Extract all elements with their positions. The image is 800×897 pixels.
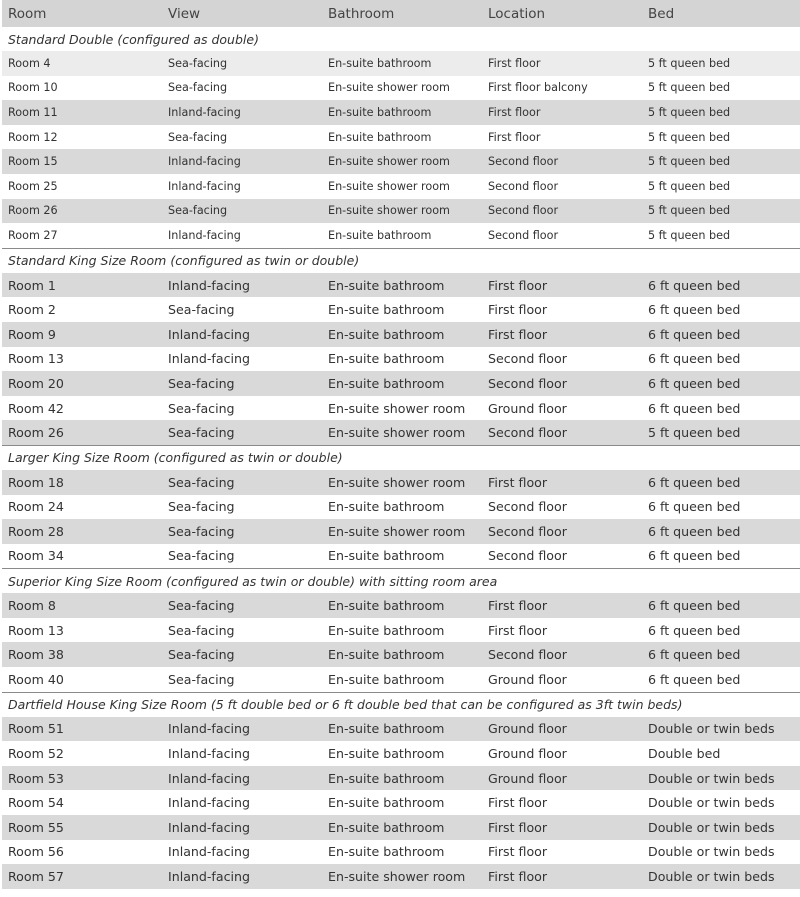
view-cell: Sea-facing (162, 371, 322, 396)
table-row (2, 273, 800, 298)
room-cell: Room 53 (2, 766, 162, 791)
room-cell: Room 12 (8, 130, 58, 144)
bed-cell: 5 ft queen bed (642, 51, 800, 76)
location-cell: Ground floor (482, 766, 642, 791)
room-cell: Room 57 (2, 864, 162, 889)
location-cell: Ground floor (482, 717, 642, 742)
location-cell: First floor (482, 51, 642, 76)
bathroom-cell: En-suite bathroom (322, 717, 482, 742)
bathroom-cell: En-suite bathroom (328, 795, 445, 811)
room-group (2, 27, 800, 248)
bed-cell: 5 ft queen bed (648, 228, 731, 242)
bathroom-cell: En-suite shower room (322, 519, 482, 544)
location-cell: First floor (482, 322, 642, 347)
room-cell: Room 15 (2, 149, 162, 174)
table-row (2, 667, 800, 692)
bathroom-cell: En-suite shower room (328, 81, 450, 95)
bed-cell: 6 ft queen bed (642, 470, 800, 495)
bed-cell: 6 ft queen bed (642, 519, 800, 544)
location-cell: Second floor (482, 642, 642, 667)
bathroom-cell: En-suite bathroom (322, 371, 482, 396)
bathroom-cell: En-suite shower room (322, 199, 482, 224)
table-row (2, 593, 800, 618)
room-group (2, 248, 800, 445)
bed-cell: 6 ft queen bed (648, 351, 741, 367)
view-cell: Sea-facing (168, 302, 235, 318)
view-cell: Inland-facing (162, 322, 322, 347)
bed-cell: 6 ft queen bed (648, 622, 741, 638)
room-group (2, 569, 800, 692)
view-cell: Inland-facing (162, 864, 322, 889)
location-cell: First floor (482, 815, 642, 840)
location-cell: First floor (488, 795, 548, 811)
room-cell: Room 34 (8, 548, 64, 564)
header-row (2, 0, 800, 27)
table-row (2, 717, 800, 742)
table-row (2, 223, 800, 248)
room-cell: Room 1 (2, 273, 162, 298)
bed-cell: 5 ft queen bed (642, 420, 800, 445)
group-title-row (2, 692, 800, 717)
bathroom-cell: En-suite shower room (322, 470, 482, 495)
table-row (2, 347, 800, 372)
view-cell: Sea-facing (162, 470, 322, 495)
bathroom-cell: En-suite bathroom (322, 766, 482, 791)
bathroom-cell: En-suite bathroom (328, 622, 445, 638)
bathroom-cell: En-suite bathroom (322, 100, 482, 125)
location-cell: Second floor (488, 179, 559, 193)
bathroom-cell: En-suite bathroom (328, 671, 445, 687)
location-cell: Second floor (488, 548, 567, 564)
room-cell: Room 8 (2, 593, 162, 618)
group-title: Dartfield House King Size Room (5 ft double bed or 6 ft double bed that can be configured as 3ft twin beds) (2, 692, 800, 717)
room-cell: Room 26 (2, 199, 162, 224)
table-row (2, 790, 800, 815)
location-cell: Second floor (482, 420, 642, 445)
room-cell: Room 25 (8, 179, 58, 193)
bathroom-cell: En-suite shower room (322, 149, 482, 174)
view-cell: Sea-facing (162, 593, 322, 618)
bathroom-cell: En-suite bathroom (328, 302, 445, 318)
room-cell: Room 40 (8, 671, 64, 687)
table-row (2, 371, 800, 396)
column-header-room: Room (2, 0, 162, 27)
table-row (2, 174, 800, 199)
bathroom-cell: En-suite bathroom (328, 499, 445, 515)
table-row (2, 470, 800, 495)
bed-cell: Double or twin beds (642, 717, 800, 742)
bed-cell: 6 ft queen bed (642, 371, 800, 396)
bed-cell: Double or twin beds (642, 766, 800, 791)
group-title-row (2, 445, 800, 470)
bathroom-cell: En-suite bathroom (322, 642, 482, 667)
bed-cell: 6 ft queen bed (642, 322, 800, 347)
location-cell: Second floor (488, 499, 567, 515)
table-row (2, 76, 800, 101)
table-row (2, 149, 800, 174)
room-cell: Room 52 (8, 746, 64, 762)
view-cell: Sea-facing (162, 51, 322, 76)
table-row (2, 544, 800, 569)
room-cell: Room 20 (2, 371, 162, 396)
bed-cell: 5 ft queen bed (648, 179, 731, 193)
room-table (2, 0, 800, 889)
room-cell: Room 24 (8, 499, 64, 515)
location-cell: Second floor (488, 228, 559, 242)
bathroom-cell: En-suite shower room (322, 420, 482, 445)
room-cell: Room 56 (8, 844, 64, 860)
bathroom-cell: En-suite bathroom (322, 273, 482, 298)
bathroom-cell: En-suite bathroom (328, 548, 445, 564)
view-cell: Inland-facing (162, 149, 322, 174)
room-cell: Room 4 (2, 51, 162, 76)
room-group (2, 445, 800, 568)
view-cell: Sea-facing (162, 519, 322, 544)
view-cell: Inland-facing (168, 228, 241, 242)
column-header-bed: Bed (642, 0, 800, 27)
room-cell: Room 27 (8, 228, 58, 242)
bathroom-cell: En-suite bathroom (328, 844, 445, 860)
location-cell: First floor (488, 844, 548, 860)
view-cell: Sea-facing (168, 622, 235, 638)
location-cell: First floor (488, 130, 541, 144)
room-cell: Room 13 (8, 351, 64, 367)
bed-cell: 5 ft queen bed (648, 81, 731, 95)
location-cell: Second floor (482, 519, 642, 544)
location-cell: First floor (488, 302, 548, 318)
bathroom-cell: En-suite bathroom (322, 51, 482, 76)
location-cell: Second floor (482, 371, 642, 396)
bed-cell: 6 ft queen bed (648, 671, 741, 687)
bed-cell: 5 ft queen bed (642, 199, 800, 224)
bed-cell: 6 ft queen bed (648, 400, 741, 416)
location-cell: First floor (482, 470, 642, 495)
group-title: Larger King Size Room (configured as twin or double) (2, 445, 800, 470)
bathroom-cell: En-suite shower room (328, 179, 450, 193)
table-row (2, 642, 800, 667)
view-cell: Inland-facing (168, 351, 250, 367)
bed-cell: Double or twin beds (648, 844, 775, 860)
bathroom-cell: En-suite bathroom (328, 130, 432, 144)
room-cell: Room 11 (2, 100, 162, 125)
table-header (2, 0, 800, 27)
view-cell: Sea-facing (168, 130, 228, 144)
room-cell: Room 26 (2, 420, 162, 445)
view-cell: Sea-facing (168, 400, 235, 416)
bathroom-cell: En-suite bathroom (322, 593, 482, 618)
table-row (2, 766, 800, 791)
bed-cell: Double bed (648, 746, 721, 762)
table-row (2, 199, 800, 224)
location-cell: First floor (482, 864, 642, 889)
room-group (2, 692, 800, 889)
room-cell: Room 28 (2, 519, 162, 544)
table-row (2, 396, 800, 421)
location-cell: Second floor (488, 351, 567, 367)
view-cell: Sea-facing (168, 81, 228, 95)
bed-cell: 5 ft queen bed (642, 149, 800, 174)
group-title: Standard Double (configured as double) (2, 27, 800, 51)
room-cell: Room 9 (2, 322, 162, 347)
group-title-row (2, 569, 800, 594)
bed-cell: 6 ft queen bed (648, 499, 741, 515)
table-row (2, 864, 800, 889)
view-cell: Inland-facing (168, 844, 250, 860)
table-row (2, 618, 800, 643)
bathroom-cell: En-suite shower room (328, 400, 466, 416)
bathroom-cell: En-suite bathroom (328, 746, 445, 762)
view-cell: Inland-facing (162, 766, 322, 791)
view-cell: Inland-facing (162, 717, 322, 742)
room-cell: Room 42 (8, 400, 64, 416)
room-cell: Room 51 (2, 717, 162, 742)
bathroom-cell: En-suite bathroom (322, 815, 482, 840)
room-cell: Room 13 (8, 622, 64, 638)
view-cell: Sea-facing (168, 671, 235, 687)
room-cell: Room 38 (2, 642, 162, 667)
table-row (2, 297, 800, 322)
view-cell: Inland-facing (162, 273, 322, 298)
bed-cell: 6 ft queen bed (648, 302, 741, 318)
bed-cell: Double or twin beds (648, 795, 775, 811)
view-cell: Sea-facing (168, 548, 235, 564)
view-cell: Inland-facing (168, 746, 250, 762)
group-title: Superior King Size Room (configured as twin or double) with sitting room area (2, 569, 800, 594)
table-row (2, 840, 800, 865)
location-cell: First floor (482, 100, 642, 125)
bed-cell: 6 ft queen bed (648, 548, 741, 564)
room-cell: Room 10 (8, 81, 58, 95)
view-cell: Inland-facing (168, 179, 241, 193)
location-cell: First floor (482, 273, 642, 298)
view-cell: Sea-facing (162, 642, 322, 667)
bed-cell: Double or twin beds (642, 815, 800, 840)
bed-cell: Double or twin beds (642, 864, 800, 889)
bathroom-cell: En-suite shower room (322, 864, 482, 889)
bed-cell: 5 ft queen bed (648, 130, 731, 144)
table-row (2, 125, 800, 150)
location-cell: First floor (482, 593, 642, 618)
bed-cell: 6 ft queen bed (642, 642, 800, 667)
column-header-location: Location (482, 0, 642, 27)
bed-cell: 6 ft queen bed (642, 273, 800, 298)
group-title-row (2, 27, 800, 51)
view-cell: Inland-facing (162, 815, 322, 840)
table-row (2, 322, 800, 347)
table-row (2, 741, 800, 766)
view-cell: Sea-facing (168, 499, 235, 515)
bathroom-cell: En-suite bathroom (322, 322, 482, 347)
bed-cell: 6 ft queen bed (642, 593, 800, 618)
view-cell: Inland-facing (162, 100, 322, 125)
room-cell: Room 2 (8, 302, 56, 318)
group-title-row (2, 248, 800, 273)
table-row (2, 420, 800, 445)
room-cell: Room 18 (2, 470, 162, 495)
table-row (2, 815, 800, 840)
location-cell: Ground floor (488, 671, 567, 687)
group-title: Standard King Size Room (configured as twin or double) (2, 248, 800, 273)
bathroom-cell: En-suite bathroom (328, 228, 432, 242)
room-cell: Room 55 (2, 815, 162, 840)
location-cell: First floor balcony (488, 81, 588, 95)
view-cell: Sea-facing (162, 199, 322, 224)
location-cell: First floor (488, 622, 548, 638)
room-cell: Room 54 (8, 795, 64, 811)
column-header-view: View (162, 0, 322, 27)
location-cell: Ground floor (488, 746, 567, 762)
bathroom-cell: En-suite bathroom (328, 351, 445, 367)
view-cell: Sea-facing (162, 420, 322, 445)
view-cell: Inland-facing (168, 795, 250, 811)
location-cell: Second floor (482, 149, 642, 174)
column-header-bathroom: Bathroom (322, 0, 482, 27)
location-cell: Ground floor (488, 400, 567, 416)
location-cell: Second floor (482, 199, 642, 224)
bed-cell: 5 ft queen bed (642, 100, 800, 125)
table-row (2, 51, 800, 76)
table-row (2, 519, 800, 544)
table-row (2, 100, 800, 125)
table-row (2, 495, 800, 520)
